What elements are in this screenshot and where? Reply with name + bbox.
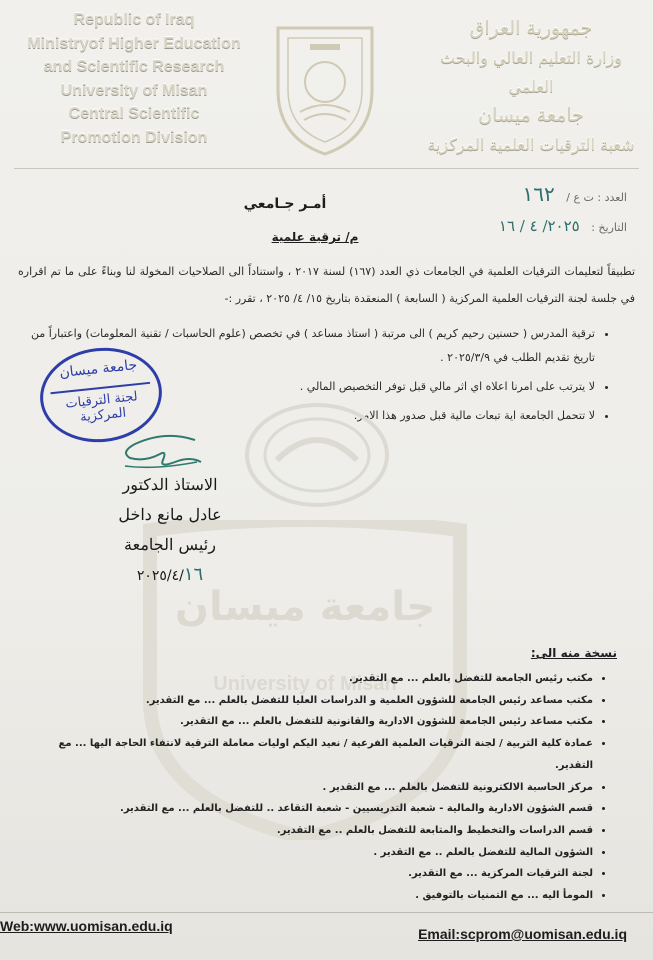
signer-block (80, 470, 260, 591)
signer-name: عادل مانع داخل (118, 505, 222, 524)
footer-website: Web:www.uomisan.edu.iq (0, 918, 173, 934)
header-ar-line: شعبة الترقيات العلمية المركزية (427, 135, 635, 154)
header-en-line: Promotion Division (60, 128, 208, 146)
stamp-line: جامعة ميسان (58, 357, 138, 382)
copy-item: • عمادة كلية التربية / لجنة الترقيات العلمية الفرعية / نعيد اليكم اوليات معاملة الترقية لانتفاء الحاجة اليها ... مع التقدير. (30, 733, 593, 776)
copy-item: • مكتب رئيس الجامعة للتفضل بالعلم ... مع التقدير. (30, 668, 593, 690)
decision-item: • لا تتحمل الجامعة اية تبعات مالية قبل صدور هذا الامر. (24, 404, 595, 428)
signature-icon (105, 432, 205, 474)
copy-item: • لجنة الترقيات المركزية ... مع التقدير. (30, 863, 593, 885)
copy-item: • الشؤون المالية للتفضل بالعلم .. مع التقدير . (30, 842, 593, 864)
document-intro: تطبيقاً لتعليمات الترقيات العلمية في الجامعات ذي العدد (١٦٧) لسنة ٢٠١٧ ، واستناداً الى الصلاحيات المخولة لنا وبناءً على ما تم اقراره في جلسة لجنة الترقيات العلمية المركزية ( السابعة ) المنعقدة بتاريخ ١٥/ ٤/ ٢٠٢٥ ، تقرر :- (18, 265, 636, 305)
header-ar-line: وزارة التعليم العالي والبحث العلمي (440, 48, 622, 96)
header-ar-line: جمهورية العراق (469, 17, 593, 39)
watermark-en-text: University of Misan (213, 673, 397, 695)
university-crest-icon (270, 20, 380, 160)
signer-date-hand: ١٦ (183, 564, 204, 585)
copies-list (30, 668, 615, 907)
signer-position: رئيس الجامعة (124, 535, 216, 554)
reference-date (499, 212, 627, 242)
copies-title: نسخة منه الى: (530, 646, 617, 660)
header-en-line: Central Scientific (68, 105, 200, 122)
decision-item: • لا يترتب على امرنا اعلاه اي اثر مالي قبل توفر التخصيص المالي . (24, 375, 595, 399)
copy-item: • مركز الحاسبة الالكترونية للتفضل بالعلم ... مع التقدير . (30, 777, 593, 799)
reference-date-label: التاريخ : (591, 221, 627, 234)
footer-email: Email:scprom@uomisan.edu.iq (418, 926, 627, 942)
decision-item: • ترقية المدرس ( حسنين رحيم كريم ) الى مرتبة ( استاذ مساعد ) في تخصص (علوم الحاسبات / تقنية المعلومات) واعتباراً من تاريخ تقديم الطلب في ٢٠٢٥/٣/٩ . (24, 322, 595, 370)
watermark-ar-text: جامعة ميسان (174, 584, 436, 630)
header-arabic (421, 14, 641, 159)
copy-item: • المومأ اليه ... مع التمنيات بالتوفيق . (30, 885, 593, 907)
reference-number-label: العدد : ت ع / (566, 191, 627, 204)
header-divider (14, 168, 639, 169)
header-en-line: Republic of Iraq (73, 11, 195, 28)
header-english (4, 8, 264, 149)
reference-block (499, 180, 627, 242)
reference-date-value: ٢٠٢٥/ ٤ / ١٦ (498, 217, 580, 235)
header-ar-line: جامعة ميسان (478, 104, 584, 126)
document-title: أمـر جـامعي (243, 196, 327, 212)
reference-number (499, 180, 627, 212)
stamp-line: لجنة الترقيات المركزية (50, 382, 153, 428)
signer-date-prefix: ٢٠٢٥/٤/ (136, 568, 184, 584)
reference-number-value: ١٦٢ (522, 182, 555, 206)
signer-title: الاستاذ الدكتور (122, 475, 218, 494)
copy-item: • مكتب مساعد رئيس الجامعة للشؤون الادارية والقانونية للتفضل بالعلم ... مع التقدير. (30, 711, 593, 733)
header-en-line: Ministryof Higher Education (27, 34, 241, 52)
signer-date (80, 560, 260, 591)
copy-item: • قسم الدراسات والتخطيط والمتابعة للتفضل بالعلم .. مع التقدير. (30, 820, 593, 842)
watermark-seal-icon (242, 400, 392, 510)
document-subject: م/ ترقية علمية (271, 230, 359, 244)
header-en-line: and Scientific Research (43, 58, 225, 75)
copy-item: • مكتب مساعد رئيس الجامعة للشؤون العلمية و الدراسات العليا للتفضل بالعلم ... مع التقدير. (30, 690, 593, 712)
header-en-line: University of Misan (60, 81, 208, 99)
footer-divider (0, 912, 653, 913)
copy-item: • قسم الشؤون الادارية والمالية - شعبة التدريسيين - شعبة التقاعد .. للتفضل بالعلم ... مع التقدير. (30, 798, 593, 820)
